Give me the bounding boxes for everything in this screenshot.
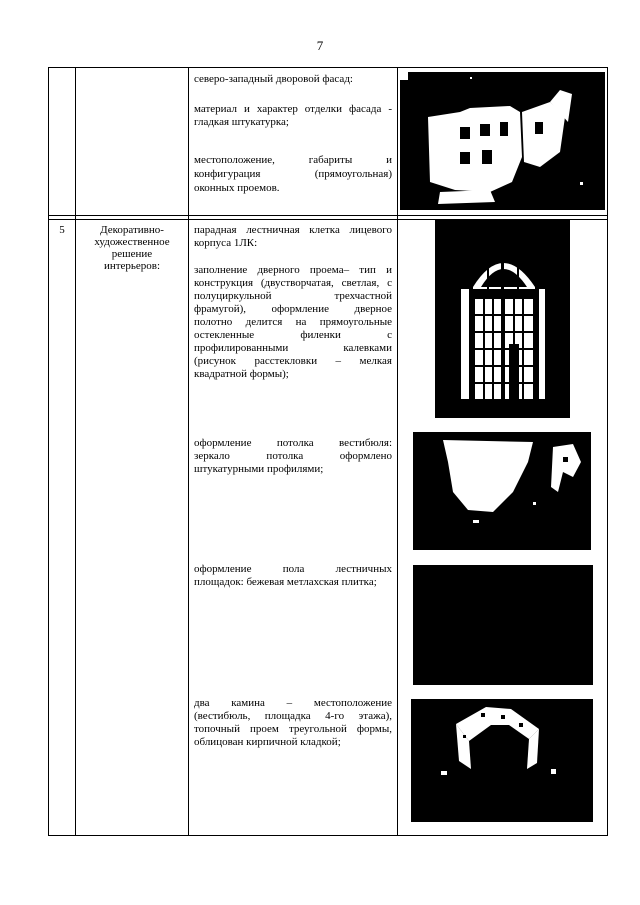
description-line: площадок: бежевая метлахская плитка; <box>194 576 377 588</box>
description-line: зеркало потолка оформлено <box>194 450 392 462</box>
description-line: топочный проем треугольной формы, <box>194 723 392 735</box>
section-title-line: Декоративно- <box>100 224 164 236</box>
description-line: местоположение, габариты и <box>194 154 392 166</box>
description-line: материал и характер отделки фасада - <box>194 103 392 115</box>
description-line: конфигурация (прямоугольная) <box>194 168 392 180</box>
photo-vestibule-ceiling <box>413 432 591 550</box>
description-line: (рисунок расстекловки – мелкая <box>194 355 392 367</box>
section-title-line: решение <box>111 248 153 260</box>
column-divider <box>75 67 76 836</box>
description-line: фрамугой), оформление дверное <box>194 303 392 315</box>
description-line: северо-западный дворовой фасад: <box>194 73 353 85</box>
description-line: корпуса 1ЛК: <box>194 237 258 249</box>
description-line: оформление пола лестничных <box>194 563 392 575</box>
column-divider <box>397 67 398 836</box>
table-bottom-border <box>48 835 608 836</box>
description-line: квадратной формы); <box>194 368 289 380</box>
description-line: два камина – местоположение <box>194 697 392 709</box>
description-line: остекленные филенки с <box>194 329 392 341</box>
photo-yard-facade <box>400 72 605 210</box>
section-title-line: художественное <box>94 236 170 248</box>
description-line: гладкая штукатурка; <box>194 116 289 128</box>
description-line: штукатурными профилями; <box>194 463 324 475</box>
photo-landing-floor <box>413 565 593 685</box>
description-line: полуциркульной трехчастной <box>194 290 392 302</box>
table-right-border <box>607 67 608 836</box>
description-line: конструкция (двустворчатая, светлая, с <box>194 277 392 289</box>
description-line: парадная лестничная клетка лицевого <box>194 224 392 236</box>
photo-fireplace <box>411 699 593 822</box>
description-line: оконных проемов. <box>194 182 280 194</box>
table-left-border <box>48 67 49 836</box>
description-line: оформление потолка вестибюля: <box>194 437 392 449</box>
column-divider <box>188 67 189 836</box>
page-number: 7 <box>316 38 324 53</box>
description-line: заполнение дверного проема– тип и <box>194 264 392 276</box>
section-title-line: интерьеров: <box>103 260 161 272</box>
description-line: облицован кирпичной кладкой; <box>194 736 341 748</box>
row-divider <box>48 215 608 216</box>
row-number: 5 <box>59 224 65 236</box>
photo-entrance-door <box>435 219 570 418</box>
description-line: (вестибюль, площадка 4-го этажа), <box>194 710 392 722</box>
table-top-border <box>48 67 608 68</box>
description-line: профилированными калевками <box>194 342 392 354</box>
description-line: полотно делится на прямоугольные <box>194 316 392 328</box>
